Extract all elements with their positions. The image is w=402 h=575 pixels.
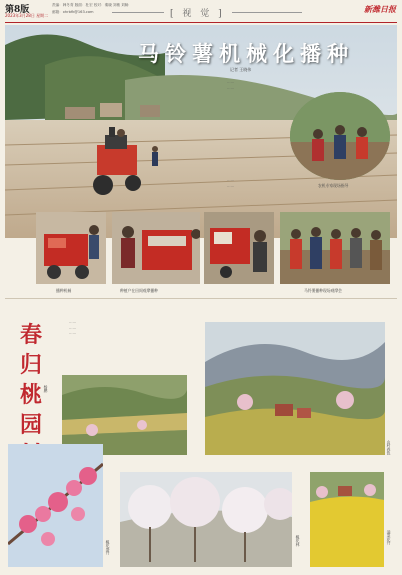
paragraph: …… (69, 331, 77, 336)
village-terraces-photo (62, 375, 187, 455)
feature1-body-mid (220, 178, 315, 189)
caption-expert-guidance: 农机专家现场指导 (318, 183, 349, 188)
title-char: 归 (19, 352, 42, 378)
caption-blossom-closeup: 桃花盛开 (106, 540, 111, 556)
email-info: 邮箱：xhrbfk@163.com (52, 10, 94, 14)
mountain-village-photo (205, 322, 385, 455)
title-char: 园 (19, 412, 42, 438)
seeder-machine-photo (36, 212, 106, 284)
paragraph: …… (227, 85, 235, 90)
feature1-title: 马铃薯机械化播种 (138, 42, 354, 66)
caption-orchard: 桃花林 (296, 535, 301, 547)
caption-rapeseed: 油菜花开 (387, 530, 392, 546)
paragraph: …… (227, 178, 235, 182)
title-char: 春 (19, 322, 42, 348)
page-header (0, 0, 402, 22)
farmers-observing-photo (112, 212, 200, 284)
paragraph: …… (69, 325, 77, 330)
section-divider (5, 298, 397, 299)
feature2-body (62, 320, 200, 337)
page-number: 第8版 (5, 5, 30, 15)
rapeseed-flowers-photo (310, 472, 384, 567)
feature1-body-top (220, 80, 392, 91)
observation-meeting-photo (280, 212, 390, 284)
header-rule (5, 22, 397, 23)
paragraph: …… (69, 320, 77, 324)
title-char: 桃 (19, 382, 42, 408)
caption-meeting: 马铃薯播种现场观摩会 (304, 288, 342, 293)
feature1-byline: 记者 王晓伟 (230, 67, 252, 72)
planting-closeup-photo (204, 212, 274, 284)
header-dash-right (232, 12, 302, 13)
paragraph: …… (227, 80, 235, 84)
feature2-byline: 杨鹏 (44, 385, 49, 393)
newspaper-logo: 新潍日报 (364, 4, 396, 14)
blossom-orchard-photo (120, 472, 292, 567)
header-dash-left (112, 12, 164, 13)
expert-guidance-photo (290, 92, 390, 180)
issue-date: 2023年3月28日 星期二 (5, 13, 49, 18)
paragraph: …… (227, 183, 235, 188)
caption-farmers: 种植户在田间观摩播种 (120, 288, 158, 293)
editor-info: 责编：韩冬青 版面：杜宏 校对：秦晓 刘敏 刘畅 (52, 3, 129, 7)
caption-mountain-village: 山村春色 (387, 440, 392, 456)
caption-seeder: 播种机械 (56, 288, 72, 293)
section-label: [ 视 觉 ] (170, 9, 225, 19)
peach-blossom-closeup-photo (8, 444, 103, 567)
